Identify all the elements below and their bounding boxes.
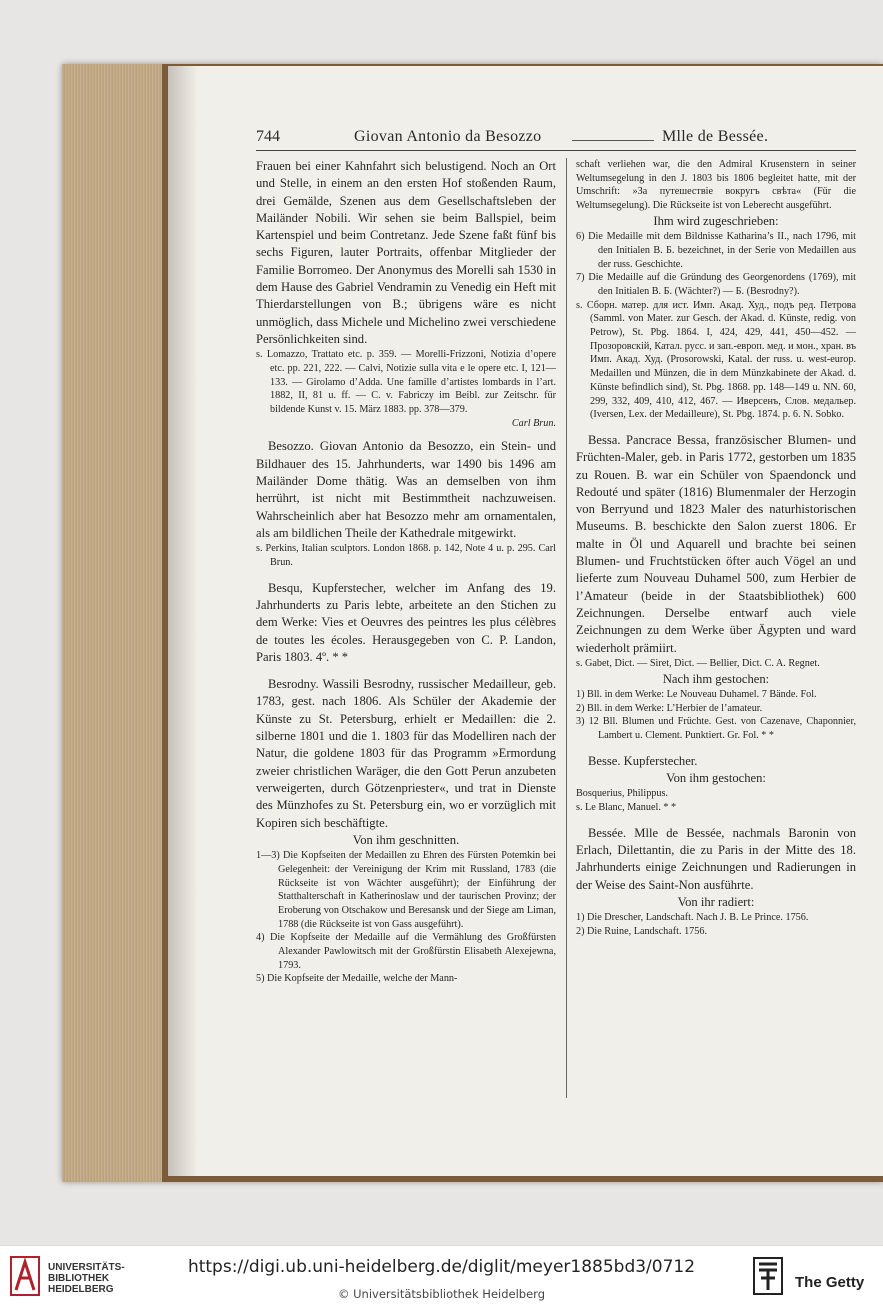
right-column-paragraph: Besse. Kupferstecher. <box>588 753 698 768</box>
header-right-title: Mlle de Bessée. <box>662 128 769 145</box>
right-column-paragraph: Von ihr radiert: <box>677 894 755 909</box>
column-divider <box>566 158 567 1098</box>
left-column-paragraph: s. Perkins, Italian sculptors. London 1868. p. 142, Note 4 u. p. 295. Carl Brun. <box>256 543 556 568</box>
right-column-paragraph: Nach ihm gestochen: <box>662 671 770 686</box>
right-column-paragraph: 7) Die Medaille auf die Gründung des Georgenordens (1769), mit den Initialen В. Б. (Wächter?) — Б. (Besrodny?). <box>576 272 856 297</box>
left-column-paragraph: Besqu, Kupferstecher, welcher im Anfang des 19. Jahrhunderts zu Paris lebte, arbeitete an den Stichen zu dem Werke: Vies et Oeuvres des peintres les plus célèbres de toutes les écoles. Herausgegeben von C. P. Landon, Paris 1803. 4º. * * <box>256 580 556 664</box>
right-column-paragraph: 1) Bll. in dem Werke: Le Nouveau Duhamel. 7 Bände. Fol. <box>576 688 817 700</box>
right-column-paragraph: 2) Die Ruine, Landschaft. 1756. <box>576 925 707 937</box>
right-column-paragraph <box>576 743 856 753</box>
getty-name: The Getty <box>795 1274 865 1291</box>
header-dash <box>572 140 654 141</box>
permalink-url[interactable]: https://digi.ub.uni-heidelberg.de/diglit/meyer1885bd3/0712 <box>187 1257 696 1277</box>
left-column-paragraph: Besozzo. Giovan Antonio da Besozzo, ein Stein- und Bildhauer des 15. Jahrhunderts, war 1490 bis 1496 am Mailänder Dome thätig. Was an demselben von ihm herrührt, ist nicht mit Bestimmtheit nachzuweisen. Wahrscheinlich aber hat Besozzo mehr am ornamentalen, als am bildlichen Theile der Kathedrale mitgewirkt. <box>256 439 556 540</box>
right-column-paragraph <box>576 422 856 432</box>
header-rule <box>256 150 856 151</box>
right-column-paragraph: 3) 12 Bll. Blumen und Früchte. Gest. von Cazenave, Chaponnier, Lambert u. Clement. Punktiert. Gr. Fol. * * <box>576 716 856 741</box>
right-column-paragraph: Bosquerius, Philippus. <box>576 788 668 800</box>
left-column-paragraph <box>256 570 556 580</box>
getty-logo-icon <box>752 1256 784 1296</box>
right-column <box>576 158 856 939</box>
right-column-paragraph: s. Le Blanc, Manuel. * * <box>576 801 677 813</box>
page-number: 744 <box>256 128 280 145</box>
library-name: UNIVERSITÄTS- BIBLIOTHEK HEIDELBERG <box>48 1262 125 1295</box>
right-column-paragraph: s. Сборн. матер. для ист. Имп. Акад. Худ., подъ ред. Петрова (Samml. von Mater. zur Gesch. der Akad. d. Künste, redig. von Petrow), St. Pbg. 1864. I, 424, 429, 441, 450—452. — Прозоровскій, Катал. русс. и зап.-европ. мед. и мон., хран. въ Имп. Акад. Худ. (Prosorowski, Katal. der russ. u. west-europ. Medaillen und Münzen, die in dem Münzkabinete der Akad. d. Künste befindlich sind), St. Pbg. 1868. pp. 148—149 u. NN. 60, 299, 332, 409, 410, 412, 467. — Иверсенъ, Слов. медальер. (Iversen, Lex. der Medailleure), St. Pbg. 1874. p. 6. N. Sobko. <box>576 299 856 421</box>
right-column-paragraph: 2) Bll. in dem Werke: L’Herbier de l’amateur. <box>576 702 763 714</box>
left-column-paragraph: 5) Die Kopfseite der Medaille, welche der Mann- <box>256 973 458 985</box>
right-column-paragraph: s. Gabet, Dict. — Siret, Dict. — Bellier, Dict. C. A. Regnet. <box>576 657 820 669</box>
right-column-paragraph: Bessée. Mlle de Bessée, nachmals Baronin von Erlach, Dilettantin, die zu Paris in der Mitte des 18. Jahrhunderts einige Zeichnungen und Radierungen in der Weise des Saint-Non ausführte. <box>576 825 856 892</box>
right-column-paragraph: Bessa. Pancrace Bessa, französischer Blumen- und Früchten-Maler, geb. in Paris 1772, gestorben um 1835 zu Rouen. B. war ein Schüler von Spaendonck und Redouté und später (1816) Blumenmaler der Herzogin von Berryund und 1823 Maler des naturhistorischen Museums. B. beschickte den Salon zuerst 1806. Er malte in Öl und Aquarell und brachte bei seinen Blumen- und Fruchtstücken öfter auch Vögel an und lieferte zum Nouveau Duhamel 500, zum Herbier de l’Amateur (beide in der Staatsbibliothek) 600 Zeichnungen. Derselbe entwarf auch viele Zeichnungen zu dem Werke über Ägypten und ward wiederholt prämiirt. <box>576 432 856 655</box>
left-column-paragraph: 4) Die Kopfseite der Medaille auf die Vermählung des Großfürsten Alexander Pawlowitsch mit der Großfürstin Elisabeth Alexejewna, 1793. <box>256 932 556 971</box>
left-column-paragraph: Besrodny. Wassili Besrodny, russischer Medailleur, geb. 1783, gest. nach 1806. Als Schüler der Akademie der Künste zu St. Petersburg, erhielt er Medaillen: die 2. silberne 1801 und die 1. 1803 für das Modelliren nach der Natur, die goldene 1803 für das Programm »Ermordung zweier christlichen Waräger, die den Gott Perun anzubeten verweigerten, durch Götzenpriester«, und trat in Dienste des Münzhofes zu St. Petersburg ein, wo er vorzüglich mit Kopiren sich beschäftigte. <box>256 677 556 830</box>
right-column-paragraph <box>576 815 856 825</box>
right-column-paragraph: 1) Die Drescher, Landschaft. Nach J. B. Le Prince. 1756. <box>576 912 809 924</box>
right-column-paragraph: schaft verliehen war, die den Admiral Krusenstern in seiner Weltumsegelung in den J. 1803 bis 1806 begleitet hatte, mit der Umschrift: »За путешествіе вокругъ свѣта« (Für die Weltumsegelung). Die Rückseite ist von Leberecht ausgeführt. <box>576 159 856 212</box>
copyright-notice: © Universitätsbibliothek Heidelberg <box>337 1287 545 1301</box>
page-gutter-shadow <box>168 66 198 1176</box>
left-column-paragraph <box>256 666 556 676</box>
page-edges <box>62 64 162 1182</box>
header-left-title: Giovan Antonio da Besozzo <box>354 128 542 145</box>
left-column-paragraph: Carl Brun. <box>511 417 556 429</box>
right-column-paragraph: Von ihm gestochen: <box>666 770 766 785</box>
left-column-paragraph: s. Lomazzo, Trattato etc. p. 359. — Morelli-Frizzoni, Notizia d’opere etc. pp. 221, 222. — Calvi, Notizie sulla vita e le opere etc. I, 121—133. — Girolamo d’Adda. Une famille d’artistes lombards in l’art. 1882, II, 81 u. ff. — C. v. Fabriczy im Beibl. zur Zeitschr. für bildende Kunst v. 15. März 1883. pp. 378—379. <box>256 349 556 416</box>
left-column-paragraph <box>256 430 556 438</box>
left-column-paragraph: Frauen bei einer Kahnfahrt sich belustigend. Noch an Ort und Stelle, in einem an den ersten Hof stoßenden Raum, drei Gemälde, Szenen aus dem Gesellschaftsleben der Mailänder Nobili. Wir sehen sie beim Ballspiel, beim Kartenspiel und beim Contretanz. Jede Szene faßt fünf bis sechs Figuren, lauter Portraits, offenbar Mitglieder der Familie Borromeo. Der Anonymus des Morelli sah 1530 in dem Hause des Gabriel Vendramin zu Venedig ein Heft mit Thierdarstellungen von B.; übrigens wäre es nicht unmöglich, dass Michele und Michelino zwei verschiedene Persönlichkeiten sind. <box>256 159 556 346</box>
left-column <box>256 158 556 986</box>
right-column-paragraph: 6) Die Medaille mit dem Bildnisse Katharina’s II., nach 1796, mit den Initialen В. Б. bezeichnet, in der Serie von Medaillen aus der russ. Geschichte. <box>576 231 856 270</box>
left-column-paragraph: Von ihm geschnitten. <box>352 832 460 847</box>
left-column-paragraph: 1—3) Die Kopfseiten der Medaillen zu Ehren des Fürsten Potemkin bei Gelegenheit: der Vereinigung der Krim mit Russland, 1783 (die Rückseite ist von Wächter ausgeführt); der Einführung der Statthalterschaft in Katherinoslaw und der taurischen Provinz; der Eroberung von Otschakow und Beresansk und der Siege am Liman, 1788 (die Rückseite ist von Gass ausgeführt). <box>256 850 556 930</box>
right-column-paragraph: Ihm wird zugeschrieben: <box>653 213 779 228</box>
